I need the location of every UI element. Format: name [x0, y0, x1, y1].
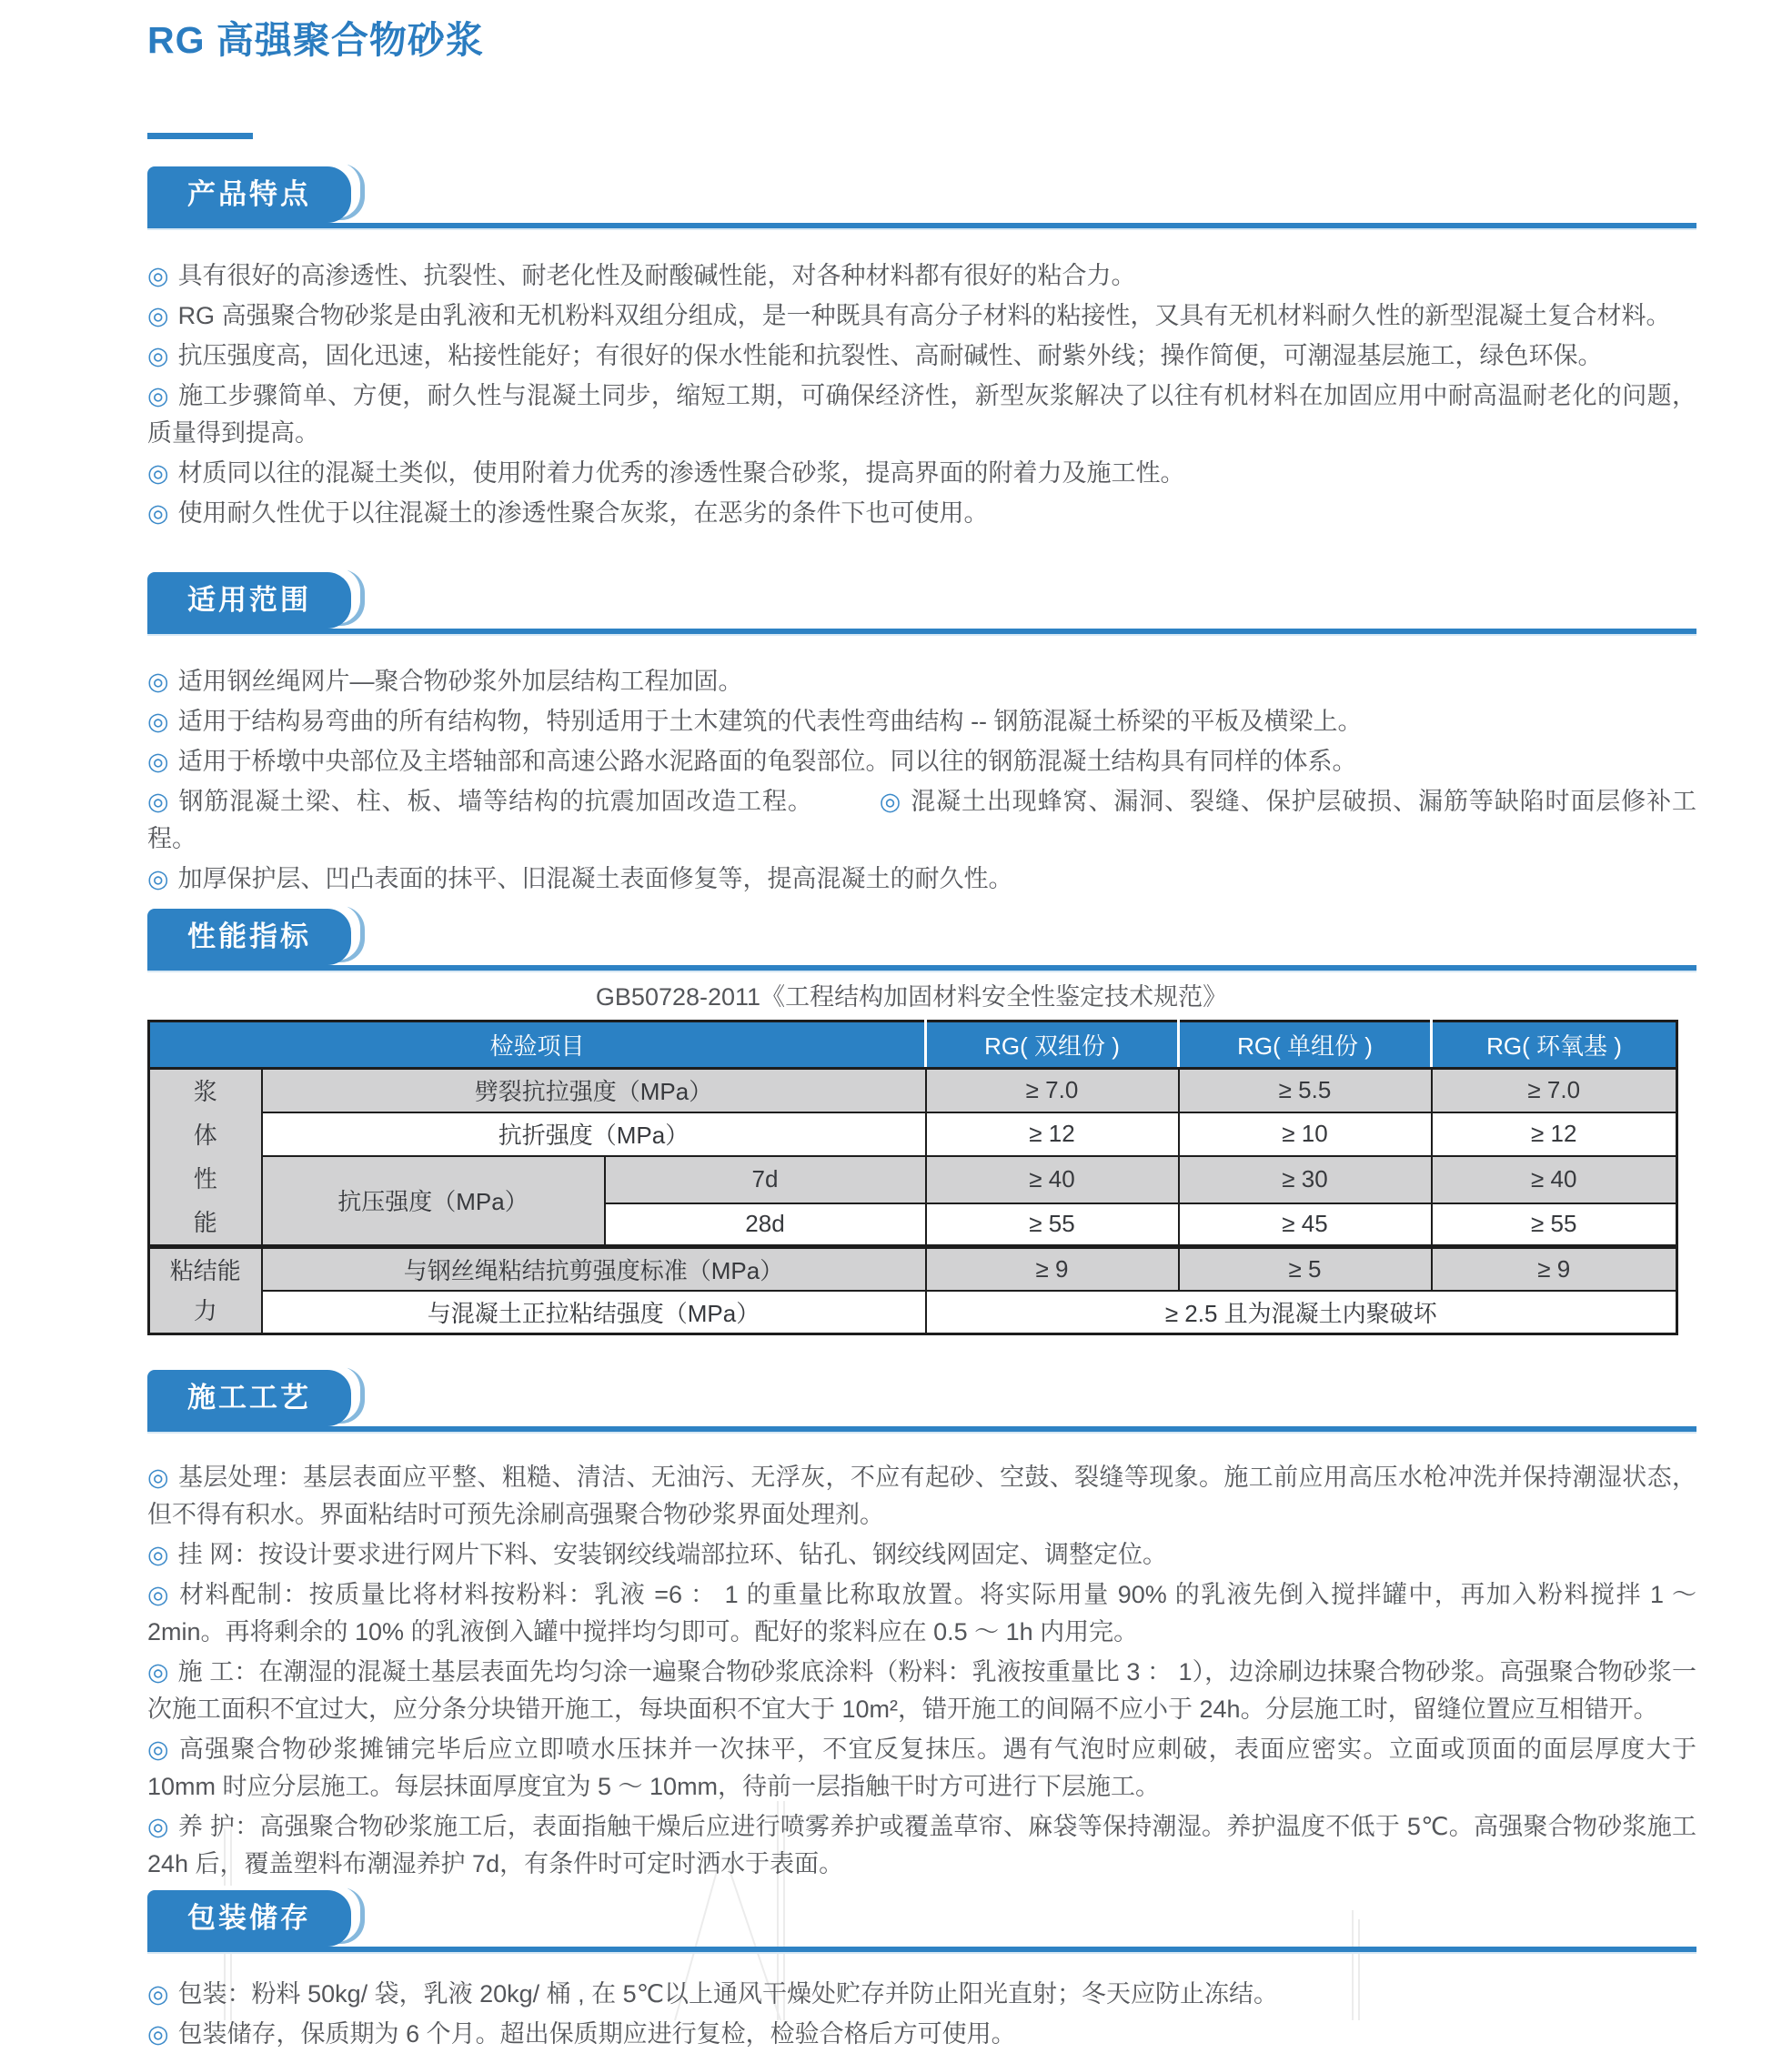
section-process — [147, 1370, 1696, 1883]
table-cell-value: ≥ 55 — [926, 1203, 1179, 1247]
features-list — [147, 257, 1696, 532]
group-label-text: 粘结能力 — [169, 1257, 241, 1324]
bullet-icon: ◎ — [147, 1736, 170, 1763]
table-cell-value: ≥ 45 — [1179, 1203, 1432, 1247]
section-heading-packaging: 包装储存 — [147, 1890, 351, 1947]
table-row — [149, 1247, 1677, 1291]
process-text: 施 工：在潮湿的混凝土基层表面先均匀涂一遍聚合物砂浆底涂料（粉料：乳液按重量比 3 ： 1），边涂刷边抹聚合物砂浆。高强聚合物砂浆一次施工面积不宜过大，应分条分块错开施工，每块面积不宜大于 10m²，错开施工的间隔不应小于 24h。分层施工时，留缝位置应互相错开。 — [147, 1658, 1696, 1723]
table-row — [149, 1112, 1677, 1156]
page-title: RG 高强聚合物砂浆 — [147, 19, 484, 61]
table-cell-item: 与钢丝绳粘结抗剪强度标准（MPa） — [262, 1247, 926, 1291]
feature-text: 使用耐久性优于以往混凝土的渗透性聚合灰浆，在恶劣的条件下也可使用。 — [177, 499, 989, 527]
packaging-list — [147, 1976, 1696, 2053]
scope-item — [147, 703, 1696, 740]
process-item — [147, 1536, 1696, 1574]
feature-text: 具有很好的高渗透性、抗裂性、耐老化性及耐酸碱性能，对各种材料都有很好的粘合力。 — [177, 262, 1136, 289]
process-text: 养 护：高强聚合物砂浆施工后，表面指触干燥后应进行喷雾养护或覆盖草帘、麻袋等保持潮湿。养护温度不低于 5℃。高强聚合物砂浆施工 24h 后，覆盖塑料布潮湿养护 7d，有条件时可定时洒水于表面。 — [147, 1813, 1697, 1877]
feature-text: 材质同以往的混凝土类似，使用附着力优秀的渗透性聚合砂浆，提高界面的附着力及施工性。 — [177, 459, 1185, 487]
table-cell-item: 与混凝土正拉粘结强度（MPa） — [262, 1291, 926, 1334]
table-caption: GB50728-2011《工程结构加固材料安全性鉴定技术规范》 — [595, 983, 1228, 1011]
table-cell-value: ≥ 9 — [1432, 1247, 1677, 1291]
feature-item — [147, 257, 1696, 295]
table-cell-value-span: ≥ 2.5 且为混凝土内聚破坏 — [926, 1291, 1677, 1334]
table-cell-value: ≥ 7.0 — [1432, 1069, 1677, 1112]
bullet-icon: ◎ — [147, 1813, 169, 1840]
process-item — [147, 1459, 1696, 1534]
section-rule — [147, 629, 1696, 634]
table-row — [149, 1156, 1677, 1203]
packaging-item — [147, 1976, 1696, 2013]
packaging-item — [147, 2016, 1696, 2053]
group-label-text: 浆体性能 — [193, 1078, 217, 1236]
section-rule — [147, 1947, 1696, 1952]
section-heading-features: 产品特点 — [147, 166, 351, 223]
bullet-icon: ◎ — [147, 382, 169, 409]
section-heading-process: 施工工艺 — [147, 1370, 351, 1426]
process-item — [147, 1654, 1696, 1728]
process-item — [147, 1731, 1696, 1806]
table-cell-value: ≥ 40 — [1432, 1156, 1677, 1203]
table-cell-value: ≥ 40 — [926, 1156, 1179, 1203]
bullet-icon: ◎ — [878, 788, 902, 815]
table-cell-value: ≥ 5 — [1179, 1247, 1432, 1291]
table-header-item: 检验项目 — [149, 1021, 926, 1069]
bullet-icon: ◎ — [147, 2020, 169, 2048]
bullet-icon: ◎ — [147, 748, 169, 775]
table-header-rg2: RG( 双组份 ) — [926, 1021, 1179, 1069]
row-group-label — [149, 1247, 262, 1334]
bullet-icon: ◎ — [147, 1980, 169, 2008]
table-header-rg1: RG( 单组份 ) — [1179, 1021, 1432, 1069]
table-cell-value: ≥ 7.0 — [926, 1069, 1179, 1112]
bullet-icon: ◎ — [147, 1541, 169, 1568]
table-cell-sub: 28d — [605, 1203, 926, 1247]
bullet-icon: ◎ — [147, 1581, 171, 1608]
scope-text: 适用于桥墩中央部位及主塔轴部和高速公路水泥路面的龟裂部位。同以往的钢筋混凝土结构具有同样的体系。 — [177, 748, 1357, 775]
scope-text: 适用钢丝绳网片—聚合物砂浆外加层结构工程加固。 — [177, 668, 743, 695]
table-cell-value: ≥ 5.5 — [1179, 1069, 1432, 1112]
section-rule — [147, 223, 1696, 228]
feature-text: RG 高强聚合物砂浆是由乳液和无机粉料双组分组成，是一种既具有高分子材料的粘接性，又具有无机材料耐久性的新型混凝土复合材料。 — [177, 302, 1671, 329]
table-cell-value: ≥ 10 — [1179, 1112, 1432, 1156]
packaging-text: 包装：粉料 50kg/ 袋，乳液 20kg/ 桶 , 在 5℃以上通风干燥处贮存并防止阳光直射；冬天应防止冻结。 — [177, 1980, 1279, 2008]
process-text: 挂 网：按设计要求进行网片下料、安装钢绞线端部拉环、钻孔、钢绞线网固定、调整定位。 — [177, 1541, 1168, 1568]
feature-item — [147, 297, 1696, 335]
scope-text: 混凝土出现蜂窝、漏洞、裂缝、保护层破损、漏筋等缺陷时面层修补工程。 — [147, 788, 1697, 852]
scope-item — [147, 663, 1696, 700]
scope-text: 加厚保护层、凹凸表面的抹平、旧混凝土表面修复等，提高混凝土的耐久性。 — [177, 865, 1013, 892]
scope-list — [147, 663, 1696, 898]
feature-item — [147, 455, 1696, 492]
bullet-icon: ◎ — [147, 459, 169, 487]
section-heading-scope: 适用范围 — [147, 572, 351, 629]
section-performance — [147, 909, 1696, 1335]
process-item — [147, 1576, 1696, 1651]
table-cell-item: 抗折强度（MPa） — [262, 1112, 926, 1156]
process-text: 材料配制：按质量比将材料按粉料：乳液 =6 ： 1 的重量比称取放置。将实际用量 90% 的乳液先倒入搅拌罐中，再加入粉料搅拌 1 ～ 2min。再将剩余的 10% 的乳液倒入罐中搅拌均匀即可。配好的浆料应在 0.5 ～ 1h 内用完。 — [147, 1581, 1696, 1645]
section-rule — [147, 1426, 1696, 1432]
bullet-icon: ◎ — [147, 499, 169, 527]
process-text: 高强聚合物砂浆摊铺完毕后应立即喷水压抹并一次抹平，不宜反复抹压。遇有气泡时应刺破，表面应密实。立面或顶面的面层厚度大于 10mm 时应分层施工。每层抹面厚度宜为 5 ～ 10mm，待前一层指触干时方可进行下层施工。 — [147, 1736, 1696, 1800]
bullet-icon: ◎ — [147, 865, 169, 892]
section-features — [147, 166, 1696, 532]
table-cell-sub: 7d — [605, 1156, 926, 1203]
feature-item — [147, 495, 1696, 532]
row-group-label — [149, 1069, 262, 1247]
packaging-text: 包装储存，保质期为 6 个月。超出保质期应进行复检，检验合格后方可使用。 — [177, 2020, 1016, 2048]
feature-text: 施工步骤简单、方便，耐久性与混凝土同步，缩短工期，可确保经济性，新型灰浆解决了以往有机材料在加固应用中耐高温耐老化的问题，质量得到提高。 — [147, 382, 1697, 447]
table-cell-value: ≥ 12 — [926, 1112, 1179, 1156]
scope-item — [147, 743, 1696, 780]
table-cell-value: ≥ 12 — [1432, 1112, 1677, 1156]
bullet-icon: ◎ — [147, 788, 170, 815]
process-item — [147, 1808, 1696, 1883]
table-cell-value: ≥ 30 — [1179, 1156, 1432, 1203]
title-underline — [147, 133, 253, 139]
feature-item — [147, 377, 1696, 452]
feature-text: 抗压强度高，固化迅速，粘接性能好；有很好的保水性能和抗裂性、高耐碱性、耐紫外线；操作简便，可潮湿基层施工，绿色环保。 — [177, 342, 1603, 369]
scope-text: 钢筋混凝土梁、柱、板、墙等结构的抗震加固改造工程。 — [178, 788, 813, 815]
table-header-rge: RG( 环氧基 ) — [1432, 1021, 1677, 1069]
table-row — [149, 1069, 1677, 1112]
feature-item — [147, 337, 1696, 375]
bullet-icon: ◎ — [147, 1464, 169, 1491]
process-text: 基层处理：基层表面应平整、粗糙、清洁、无油污、无浮灰，不应有起砂、空鼓、裂缝等现象。施工前应用高压水枪冲洗并保持潮湿状态，但不得有积水。界面粘结时可预先涂刷高强聚合物砂浆界面处理剂。 — [147, 1464, 1697, 1528]
table-row — [149, 1291, 1677, 1334]
table-cell-item: 抗压强度（MPa） — [262, 1156, 605, 1247]
bullet-icon: ◎ — [147, 342, 169, 369]
scope-item — [147, 860, 1696, 898]
bullet-icon: ◎ — [147, 708, 169, 735]
performance-table — [147, 1020, 1678, 1335]
process-list — [147, 1459, 1696, 1883]
table-cell-value: ≥ 9 — [926, 1247, 1179, 1291]
scope-item-pair — [147, 783, 1696, 858]
scope-text: 适用于结构易弯曲的所有结构物，特别适用于土木建筑的代表性弯曲结构 -- 钢筋混凝土桥梁的平板及横梁上。 — [177, 708, 1363, 735]
bullet-icon: ◎ — [147, 668, 169, 695]
table-cell-item: 劈裂抗拉强度（MPa） — [262, 1069, 926, 1112]
bullet-icon: ◎ — [147, 302, 169, 329]
table-header-row — [149, 1021, 1677, 1069]
table-cell-value: ≥ 55 — [1432, 1203, 1677, 1247]
section-heading-performance: 性能指标 — [147, 909, 351, 965]
section-rule — [147, 965, 1696, 971]
bullet-icon: ◎ — [147, 262, 169, 289]
bullet-icon: ◎ — [147, 1658, 169, 1686]
section-packaging — [147, 1890, 1696, 2053]
section-scope — [147, 572, 1696, 898]
